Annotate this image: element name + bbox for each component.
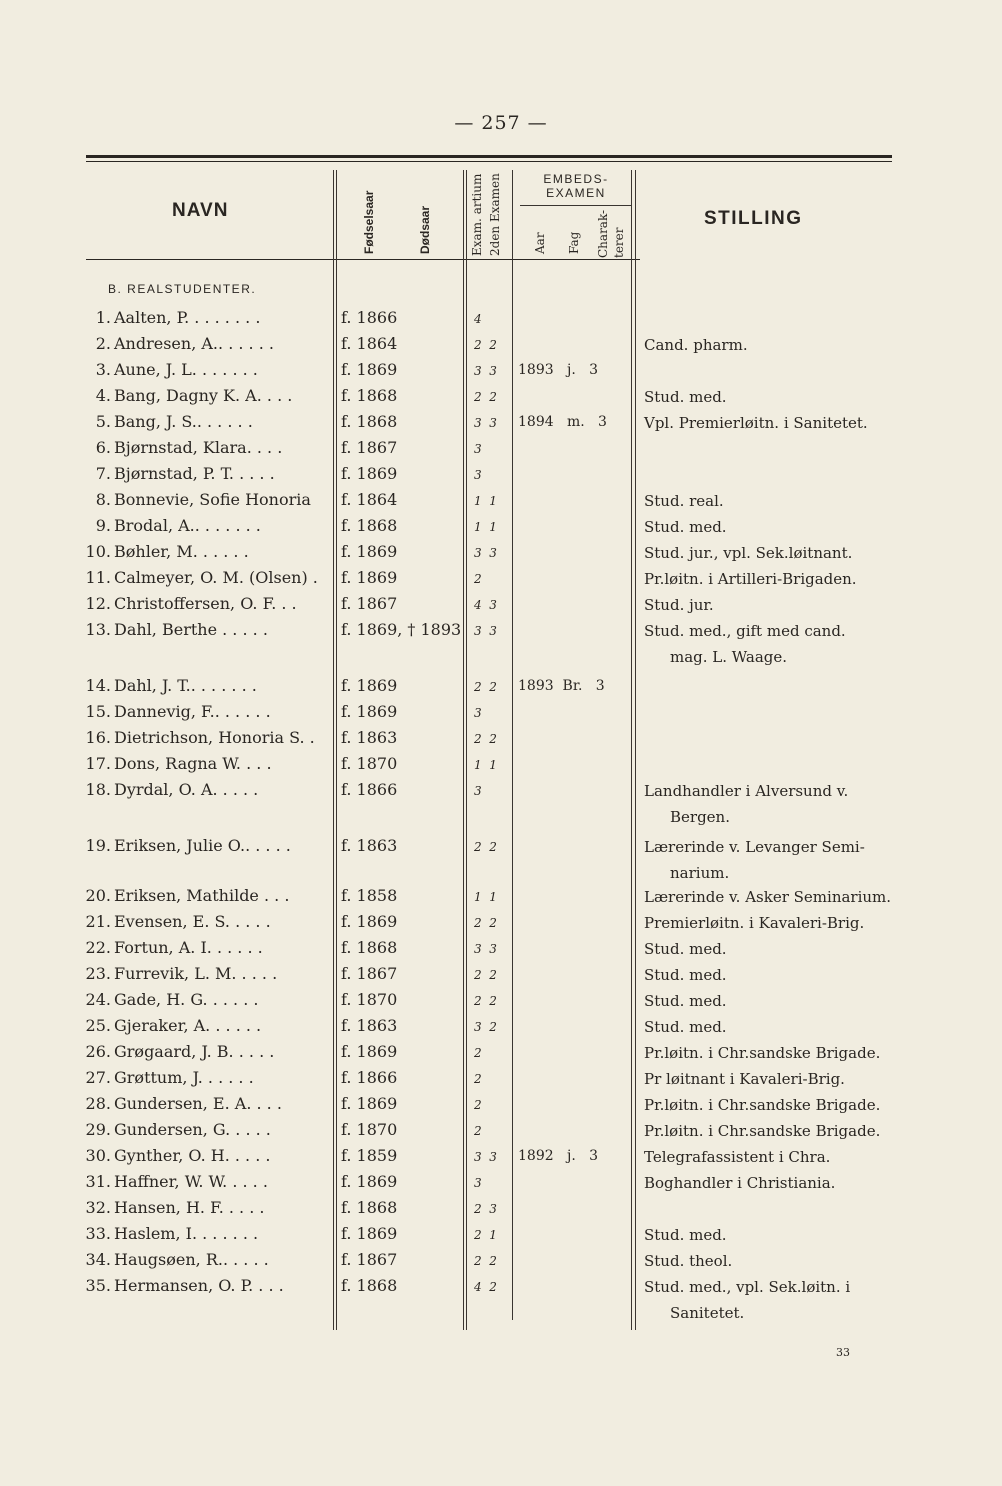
row-number: 26. <box>85 1042 111 1061</box>
row-name: Andresen, A.. . . . . . <box>114 334 274 353</box>
row-name: Dannevig, F.. . . . . . <box>114 702 271 721</box>
row-birth-year: f. 1869 <box>341 1224 398 1243</box>
row-embedsexamen: 1892 j. 3 <box>518 1148 599 1164</box>
header-charak-line2: terer <box>612 227 626 258</box>
row-stilling: Premierløitn. i Kavaleri-Brig. <box>644 914 865 932</box>
row-birth-year: f. 1867 <box>341 1250 398 1269</box>
row-number: 21. <box>85 912 111 931</box>
row-stilling: Landhandler i Alversund v. <box>644 782 849 800</box>
row-stilling: Boghandler i Christiania. <box>644 1174 836 1192</box>
row-name: Bøhler, M. . . . . . <box>114 542 249 561</box>
page-number: — 257 — <box>454 112 548 134</box>
row-birth-year: f. 1868 <box>341 938 398 957</box>
row-number: 30. <box>85 1146 111 1165</box>
column-rule <box>631 170 632 1330</box>
row-number: 27. <box>85 1068 111 1087</box>
row-embedsexamen: 1893 Br. 3 <box>518 678 605 694</box>
row-stilling: Stud. med. <box>644 1018 727 1036</box>
header-fodselsaar: Fødselsaar <box>362 190 376 254</box>
row-exam-grades: 3 3 <box>474 416 497 430</box>
row-exam-grades: 3 2 <box>474 1020 497 1034</box>
row-stilling: Telegrafassistent i Chra. <box>644 1148 831 1166</box>
row-number: 2. <box>95 334 111 353</box>
column-rule <box>336 170 337 1330</box>
row-birth-year: f. 1867 <box>341 438 398 457</box>
row-birth-year: f. 1870 <box>341 1120 398 1139</box>
section-title: B. REALSTUDENTER. <box>108 282 257 296</box>
row-stilling: Stud. med., gift med cand. <box>644 622 846 640</box>
row-embedsexamen: 1893 j. 3 <box>518 362 599 378</box>
row-stilling: Pr.løitn. i Chr.sandske Brigade. <box>644 1096 881 1114</box>
row-stilling: Lærerinde v. Levanger Semi- <box>644 838 865 856</box>
row-exam-grades: 3 <box>474 784 482 798</box>
row-name: Furrevik, L. M. . . . . <box>114 964 278 983</box>
row-name: Evensen, E. S. . . . . <box>114 912 271 931</box>
row-name: Dahl, Berthe . . . . . <box>114 620 268 639</box>
row-exam-grades: 3 3 <box>474 1150 497 1164</box>
row-stilling: Stud. med. <box>644 518 727 536</box>
row-number: 28. <box>85 1094 111 1113</box>
row-name: Christoffersen, O. F. . . <box>114 594 297 613</box>
row-number: 17. <box>85 754 111 773</box>
row-exam-grades: 2 2 <box>474 732 497 746</box>
row-birth-year: f. 1868 <box>341 516 398 535</box>
row-number: 29. <box>85 1120 111 1139</box>
row-number: 23. <box>85 964 111 983</box>
table-top-rule-thin <box>86 161 892 162</box>
header-embedsexamen <box>522 172 630 200</box>
row-name: Haslem, I. . . . . . . <box>114 1224 259 1243</box>
row-number: 25. <box>85 1016 111 1035</box>
row-exam-grades: 2 <box>474 1098 482 1112</box>
row-birth-year: f. 1868 <box>341 1198 398 1217</box>
row-birth-year: f. 1869 <box>341 1172 398 1191</box>
row-stilling: Stud. med. <box>644 1226 727 1244</box>
row-name: Aalten, P. . . . . . . . <box>114 308 261 327</box>
row-birth-year: f. 1869 <box>341 912 398 931</box>
row-exam-grades: 2 3 <box>474 1202 497 1216</box>
row-number: 15. <box>85 702 111 721</box>
column-rule <box>512 170 513 1320</box>
row-number: 8. <box>95 490 111 509</box>
header-charak-line1: Charak- <box>596 209 610 258</box>
row-exam-grades: 4 3 <box>474 598 497 612</box>
row-name: Eriksen, Julie O.. . . . . <box>114 836 291 855</box>
row-birth-year: f. 1858 <box>341 886 398 905</box>
row-name: Gundersen, E. A. . . . <box>114 1094 282 1113</box>
row-name: Aune, J. L. . . . . . . <box>114 360 258 379</box>
row-exam-grades: 3 <box>474 706 482 720</box>
row-number: 12. <box>85 594 111 613</box>
row-number: 1. <box>95 308 111 327</box>
header-dodsaar: Dødsaar <box>418 205 432 254</box>
row-number: 33. <box>85 1224 111 1243</box>
row-name: Calmeyer, O. M. (Olsen) . <box>114 568 318 587</box>
row-exam-grades: 2 <box>474 1046 482 1060</box>
row-name: Bang, J. S.. . . . . . <box>114 412 253 431</box>
row-exam-grades: 1 1 <box>474 890 497 904</box>
row-name: Gynther, O. H. . . . . <box>114 1146 271 1165</box>
row-name: Dahl, J. T.. . . . . . . <box>114 676 257 695</box>
row-birth-year: f. 1867 <box>341 964 398 983</box>
row-exam-grades: 2 2 <box>474 916 497 930</box>
row-birth-year: f. 1869, † 1893 <box>341 620 462 639</box>
row-number: 10. <box>85 542 111 561</box>
row-exam-grades: 4 <box>474 312 482 326</box>
row-stilling: Stud. real. <box>644 492 724 510</box>
row-birth-year: f. 1868 <box>341 412 398 431</box>
row-birth-year: f. 1859 <box>341 1146 398 1165</box>
row-exam-grades: 1 1 <box>474 494 497 508</box>
row-stilling: Stud. med. <box>644 940 727 958</box>
row-stilling-continued: narium. <box>670 864 730 882</box>
row-number: 6. <box>95 438 111 457</box>
row-stilling: Stud. jur., vpl. Sek.løitnant. <box>644 544 853 562</box>
row-name: Haugsøen, R.. . . . . <box>114 1250 269 1269</box>
header-embeds-rule <box>520 205 632 206</box>
row-exam-grades: 2 2 <box>474 840 497 854</box>
row-stilling: Stud. jur. <box>644 596 714 614</box>
row-number: 24. <box>85 990 111 1009</box>
row-stilling-continued: Bergen. <box>670 808 730 826</box>
row-name: Bonnevie, Sofie Honoria <box>114 490 311 509</box>
row-name: Grøgaard, J. B. . . . . <box>114 1042 275 1061</box>
row-exam-grades: 4 2 <box>474 1280 497 1294</box>
column-rule <box>635 170 636 1330</box>
header-fag: Fag <box>567 231 581 254</box>
header-exam-artium: Exam. artium <box>470 173 484 256</box>
header-exam-2den: 2den Examen <box>488 173 502 256</box>
row-stilling: Pr.løitn. i Artilleri-Brigaden. <box>644 570 857 588</box>
row-birth-year: f. 1869 <box>341 568 398 587</box>
row-exam-grades: 2 2 <box>474 390 497 404</box>
row-exam-grades: 3 3 <box>474 942 497 956</box>
row-stilling-continued: Sanitetet. <box>670 1304 745 1322</box>
column-rule <box>466 170 467 1330</box>
row-exam-grades: 3 <box>474 442 482 456</box>
row-exam-grades: 2 <box>474 1072 482 1086</box>
header-embeds-line1: EMBEDS- <box>543 172 609 186</box>
row-exam-grades: 3 <box>474 1176 482 1190</box>
row-birth-year: f. 1870 <box>341 990 398 1009</box>
row-exam-grades: 3 3 <box>474 546 497 560</box>
row-number: 34. <box>85 1250 111 1269</box>
row-number: 32. <box>85 1198 111 1217</box>
row-exam-grades: 3 3 <box>474 364 497 378</box>
row-name: Fortun, A. I. . . . . . <box>114 938 263 957</box>
row-exam-grades: 1 1 <box>474 758 497 772</box>
row-birth-year: f. 1863 <box>341 836 398 855</box>
row-name: Gjeraker, A. . . . . . <box>114 1016 262 1035</box>
row-name: Brodal, A.. . . . . . . <box>114 516 261 535</box>
row-number: 9. <box>95 516 111 535</box>
row-birth-year: f. 1869 <box>341 1042 398 1061</box>
row-birth-year: f. 1869 <box>341 1094 398 1113</box>
row-stilling: Pr.løitn. i Chr.sandske Brigade. <box>644 1122 881 1140</box>
row-number: 3. <box>95 360 111 379</box>
row-stilling: Stud. theol. <box>644 1252 733 1270</box>
row-stilling-continued: mag. L. Waage. <box>670 648 788 666</box>
table-top-rule <box>86 155 892 158</box>
row-name: Haffner, W. W. . . . . <box>114 1172 268 1191</box>
header-aar: Aar <box>533 232 547 254</box>
row-number: 18. <box>85 780 111 799</box>
row-birth-year: f. 1869 <box>341 464 398 483</box>
row-stilling: Pr.løitn. i Chr.sandske Brigade. <box>644 1044 881 1062</box>
row-birth-year: f. 1868 <box>341 386 398 405</box>
row-birth-year: f. 1866 <box>341 1068 398 1087</box>
row-name: Dons, Ragna W. . . . <box>114 754 272 773</box>
row-number: 4. <box>95 386 111 405</box>
row-exam-grades: 2 2 <box>474 338 497 352</box>
row-stilling: Cand. pharm. <box>644 336 748 354</box>
row-name: Eriksen, Mathilde . . . <box>114 886 290 905</box>
row-stilling: Pr løitnant i Kavaleri-Brig. <box>644 1070 845 1088</box>
row-birth-year: f. 1864 <box>341 490 398 509</box>
row-stilling: Stud. med. <box>644 388 727 406</box>
row-exam-grades: 2 1 <box>474 1228 497 1242</box>
row-number: 31. <box>85 1172 111 1191</box>
row-name: Dyrdal, O. A. . . . . <box>114 780 259 799</box>
column-rule <box>463 170 464 1330</box>
row-number: 19. <box>85 836 111 855</box>
row-number: 11. <box>85 568 111 587</box>
row-name: Hansen, H. F. . . . . <box>114 1198 265 1217</box>
row-birth-year: f. 1866 <box>341 780 398 799</box>
row-birth-year: f. 1863 <box>341 1016 398 1035</box>
row-exam-grades: 2 2 <box>474 968 497 982</box>
header-embeds-line2: EXAMEN <box>546 186 606 200</box>
row-name: Bang, Dagny K. A. . . . <box>114 386 293 405</box>
row-birth-year: f. 1867 <box>341 594 398 613</box>
row-exam-grades: 3 3 <box>474 624 497 638</box>
row-birth-year: f. 1864 <box>341 334 398 353</box>
row-name: Gade, H. G. . . . . . <box>114 990 259 1009</box>
row-stilling: Lærerinde v. Asker Seminarium. <box>644 888 892 906</box>
row-number: 20. <box>85 886 111 905</box>
row-exam-grades: 2 <box>474 1124 482 1138</box>
row-number: 13. <box>85 620 111 639</box>
row-name: Grøttum, J. . . . . . <box>114 1068 254 1087</box>
row-number: 5. <box>95 412 111 431</box>
row-birth-year: f. 1869 <box>341 676 398 695</box>
signature-mark: 33 <box>836 1346 850 1359</box>
row-exam-grades: 2 2 <box>474 680 497 694</box>
row-number: 35. <box>85 1276 111 1295</box>
row-birth-year: f. 1869 <box>341 542 398 561</box>
row-number: 22. <box>85 938 111 957</box>
row-embedsexamen: 1894 m. 3 <box>518 414 607 430</box>
row-stilling: Stud. med., vpl. Sek.løitn. i <box>644 1278 851 1296</box>
row-birth-year: f. 1870 <box>341 754 398 773</box>
row-exam-grades: 3 <box>474 468 482 482</box>
column-rule <box>333 170 334 1330</box>
row-birth-year: f. 1869 <box>341 702 398 721</box>
row-name: Dietrichson, Honoria S. . <box>114 728 315 747</box>
row-name: Bjørnstad, Klara. . . . <box>114 438 283 457</box>
row-birth-year: f. 1868 <box>341 1276 398 1295</box>
row-name: Hermansen, O. P. . . . <box>114 1276 284 1295</box>
row-number: 16. <box>85 728 111 747</box>
row-birth-year: f. 1866 <box>341 308 398 327</box>
header-stilling: STILLING <box>704 208 803 229</box>
row-stilling: Stud. med. <box>644 966 727 984</box>
row-number: 7. <box>95 464 111 483</box>
row-birth-year: f. 1863 <box>341 728 398 747</box>
row-name: Gundersen, G. . . . . <box>114 1120 271 1139</box>
row-stilling: Stud. med. <box>644 992 727 1010</box>
row-exam-grades: 2 <box>474 572 482 586</box>
row-exam-grades: 2 2 <box>474 1254 497 1268</box>
row-stilling: Vpl. Premierløitn. i Sanitetet. <box>644 414 868 432</box>
header-navn: NAVN <box>172 200 229 221</box>
row-exam-grades: 1 1 <box>474 520 497 534</box>
row-name: Bjørnstad, P. T. . . . . <box>114 464 275 483</box>
row-exam-grades: 2 2 <box>474 994 497 1008</box>
row-number: 14. <box>85 676 111 695</box>
table-header-bottom-rule <box>86 259 640 260</box>
row-birth-year: f. 1869 <box>341 360 398 379</box>
